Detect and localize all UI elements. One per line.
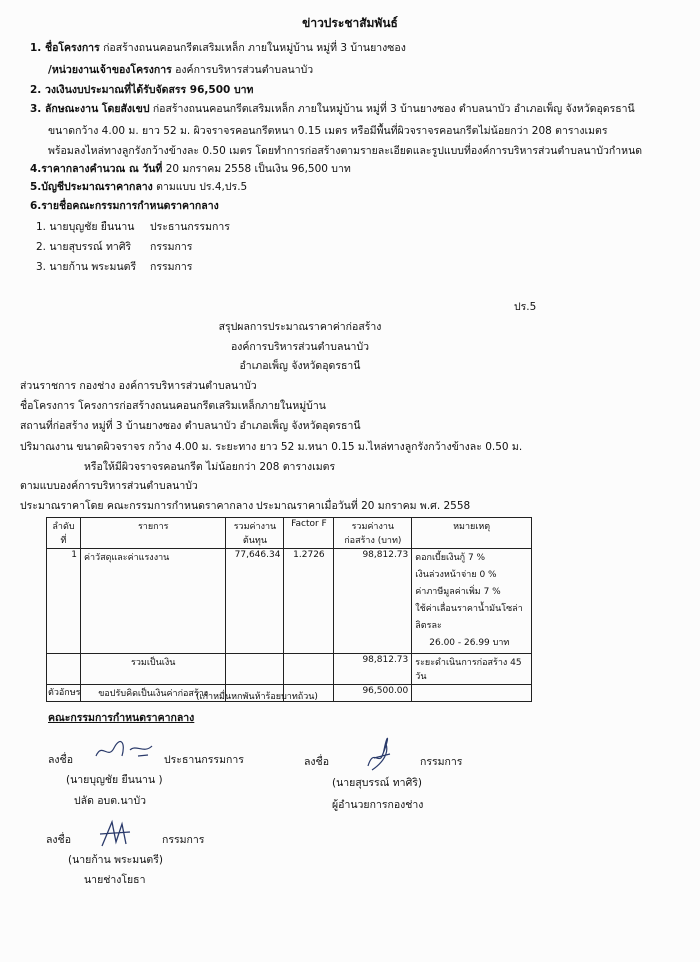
signature-3 xyxy=(96,816,136,850)
duration: ระยะดำเนินการก่อสร้าง 45 วัน xyxy=(412,654,532,685)
row-factor: 1.2726 xyxy=(284,549,334,654)
sign-role: กรรมการ xyxy=(420,756,463,768)
note-item: เงินล่วงหน้าจ่าย 0 % xyxy=(415,570,497,580)
summary-location: สถานที่ก่อสร้าง หมู่ที่ 3 บ้านยางซอง ตำบลนาบัว อำเภอเพ็ญ จังหวัดอุดรธานี xyxy=(20,420,361,432)
agency-line xyxy=(48,63,313,77)
row-cost: 77,646.34 xyxy=(226,549,284,654)
agency-label: /หน่วยงานเจ้าของโครงการ xyxy=(48,64,172,76)
col-header: ลำดับที่ xyxy=(47,518,81,549)
committee-role: กรรมการ xyxy=(150,261,193,273)
project-line xyxy=(30,41,406,55)
spec-line2: ขนาดกว้าง 4.00 ม. ยาว 52 ม. ผิวจราจรคอนกรีตหนา 0.15 เมตร หรือมีพื้นที่ผิวจราจรคอนกรีตไม่น้อยกว่า 208 ตารางเมตร xyxy=(48,125,608,137)
sign-role: กรรมการ xyxy=(162,834,205,846)
spec-label: 3. ลักษณะงาน โดยสังเขป xyxy=(30,103,150,115)
median-label: 4.ราคากลางคำนวณ ณ วันที่ xyxy=(30,163,163,175)
col-header: รวมค่างาน ต้นทุน xyxy=(226,518,284,549)
row-item: ค่าวัสดุและค่าแรงงาน xyxy=(80,549,226,654)
committee-role: กรรมการ xyxy=(150,241,193,253)
table-row xyxy=(47,549,532,654)
summary-dept: ส่วนราชการ กองช่าง องค์การบริหารส่วนตำบลนาบัว xyxy=(20,380,257,392)
bill-line xyxy=(30,180,247,194)
sign-role: ประธานกรรมการ xyxy=(164,754,244,766)
sign-label: ลงชื่อ xyxy=(46,834,71,846)
committee-member: 3. นายก้าน พระมนตรี xyxy=(36,261,137,273)
sum-label: รวมเป็นเงิน xyxy=(80,654,226,685)
bill-value: ตามแบบ ปร.4,ปร.5 xyxy=(156,181,248,193)
note-item: 26.00 - 26.99 บาท xyxy=(429,638,510,648)
sum-row xyxy=(47,654,532,685)
signer-title: ผู้อำนวยการกองช่าง xyxy=(332,799,424,811)
sign-label: ลงชื่อ xyxy=(48,754,73,766)
rounded-label: ขอปรับคิดเป็นเงินค่าก่อสร้าง xyxy=(80,685,226,702)
col-header: หมายเหตุ xyxy=(412,518,532,549)
summary-estimated-date: ประมาณราคาเมื่อวันที่ 20 มกราคม พ.ศ. 2558 xyxy=(256,500,471,512)
note-item: ค่าภาษีมูลค่าเพิ่ม 7 % xyxy=(415,587,501,597)
col-header: รวมค่างานก่อสร้าง (บาท) xyxy=(334,518,412,549)
col-header: รายการ xyxy=(80,518,226,549)
signature-2 xyxy=(360,736,400,774)
table-header-row xyxy=(47,518,532,549)
sum-value: 98,812.73 xyxy=(334,654,412,685)
form-code: ปร.5 xyxy=(514,301,537,313)
spec-line1: ก่อสร้างถนนคอนกรีตเสริมเหล็ก ภายในหมู่บ้าน หมู่ที่ 3 บ้านยางซอง ตำบลนาบัว อำเภอเพ็ญ จังหวัดอุดรธานี xyxy=(152,103,635,115)
summary-project: ชื่อโครงการ โครงการก่อสร้างถนนคอนกรีตเสริมเหล็กภายในหมู่บ้าน xyxy=(20,400,326,412)
bill-label: 5.บัญชีประมาณราคากลาง xyxy=(30,181,153,193)
committee-role: ประธานกรรมการ xyxy=(150,221,230,233)
spec-line xyxy=(30,102,635,116)
signer-name: (นายบุญชัย ยืนนาน ) xyxy=(66,774,163,786)
sign-label: ลงชื่อ xyxy=(304,756,329,768)
summary-quantity1: ปริมาณงาน ขนาดผิวจราจร กว้าง 4.00 ม. ระยะทาง ยาว 52 ม.หนา 0.15 ม.ไหล่ทางลูกรังกว้างข้างละ 0.50 ม. xyxy=(20,441,523,453)
project-label: 1. ชื่อโครงการ xyxy=(30,42,100,54)
summary-pattern: ตามแบบองค์การบริหารส่วนตำบลนาบัว xyxy=(20,480,198,492)
budget-line: 2. วงเงินงบประมาณที่ได้รับจัดสรร 96,500 บาท xyxy=(30,84,254,96)
signature-heading: คณะกรรมการกำหนดราคากลาง xyxy=(48,712,195,724)
committee-label: 6.รายชื่อคณะกรรมการกำหนดราคากลาง xyxy=(30,200,219,212)
rounded-value: 96,500.00 xyxy=(334,685,412,702)
median-line xyxy=(30,162,351,176)
letters-label: ตัวอักษร xyxy=(48,688,81,698)
summary-heading1: สรุปผลการประมาณราคาค่าก่อสร้าง xyxy=(218,321,382,333)
letters-value: (เก้าหมื่นหกพันห้าร้อยบาทถ้วน) xyxy=(196,692,318,702)
summary-heading3: อำเภอเพ็ญ จังหวัดอุดรธานี xyxy=(239,360,361,372)
row-no: 1 xyxy=(47,549,81,654)
row-notes xyxy=(412,549,532,654)
project-name: ก่อสร้างถนนคอนกรีตเสริมเหล็ก ภายในหมู่บ้าน หมู่ที่ 3 บ้านยางซอง xyxy=(103,42,406,54)
committee-member: 2. นายสุบรรณ์ ทาศิริ xyxy=(36,241,132,253)
spec-line3: พร้อมลงไหล่ทางลูกรังกว้างข้างละ 0.50 เมตร โดยทำการก่อสร้างตามรายละเอียดและรูปแบบที่องค์การบริหารส่วนตำบลนาบัวกำหนด xyxy=(48,145,643,157)
note-item: ใช้ค่าเลื่อนราคาน้ำมันโซล่า ลิตรละ xyxy=(415,604,523,631)
note-item: ดอกเบี้ยเงินกู้ 7 % xyxy=(415,553,486,563)
signer-title: นายช่างโยธา xyxy=(84,874,146,886)
signer-title: ปลัด อบต.นาบัว xyxy=(74,795,147,807)
agency-name: องค์การบริหารส่วนตำบลนาบัว xyxy=(175,64,314,76)
summary-estimated-by: ประมาณราคาโดย คณะกรรมการกำหนดราคากลาง xyxy=(20,500,254,512)
signer-name: (นายก้าน พระมนตรี) xyxy=(68,854,163,866)
signature-1 xyxy=(92,738,162,764)
col-header: Factor F xyxy=(284,518,334,549)
signer-name: (นายสุบรรณ์ ทาศิริ) xyxy=(332,777,422,789)
committee-member: 1. นายบุญชัย ยืนนาน xyxy=(36,221,135,233)
median-value: 20 มกราคม 2558 เป็นเงิน 96,500 บาท xyxy=(165,163,351,175)
summary-heading2: องค์การบริหารส่วนตำบลนาบัว xyxy=(230,341,370,353)
row-total: 98,812.73 xyxy=(334,549,412,654)
announcement-title: ข่าวประชาสัมพันธ์ xyxy=(302,16,398,30)
summary-quantity2: หรือให้มีผิวจราจรคอนกรีต ไม่น้อยกว่า 208 ตารางเมตร xyxy=(84,461,336,473)
cost-table xyxy=(46,517,532,702)
